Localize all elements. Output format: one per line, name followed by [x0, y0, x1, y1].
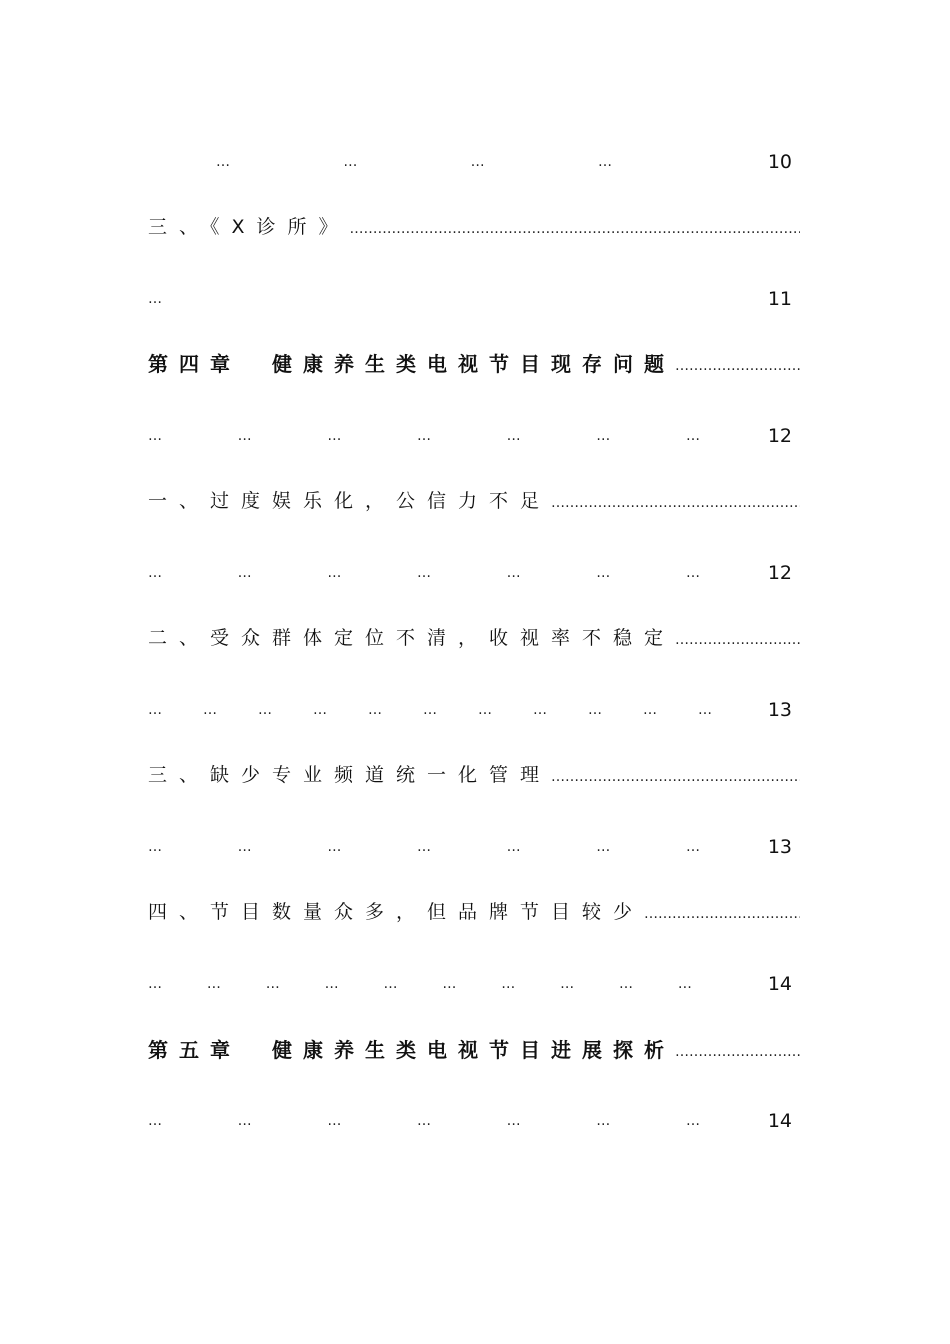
toc-continuation-line — [148, 416, 800, 456]
page-number[interactable]: 12 — [767, 562, 792, 584]
page-number[interactable]: 13 — [767, 699, 792, 721]
leader-dot: … — [148, 976, 162, 992]
leader-dot: … — [206, 976, 221, 992]
leader-dot: … — [596, 839, 611, 855]
toc-continuation-line — [148, 690, 800, 730]
entry-title: 一、过度娱乐化，公信力不足 — [148, 489, 552, 512]
leader-dot: … — [442, 976, 457, 992]
leader-dot: … — [560, 976, 575, 992]
toc-continuation-line — [148, 1101, 800, 1141]
leader-dot: … — [237, 565, 252, 581]
leader-dot: … — [478, 702, 492, 718]
page-number[interactable]: 11 — [767, 288, 792, 310]
leader-dots — [551, 769, 800, 793]
page-number[interactable]: 14 — [767, 1110, 792, 1132]
leader-dot: … — [148, 565, 162, 581]
toc-entry-x-clinic[interactable] — [148, 205, 800, 245]
leader-dots — [644, 906, 800, 930]
leader-dot: … — [216, 154, 230, 170]
leader-dot: … — [237, 839, 252, 855]
leader-dot: … — [677, 976, 692, 992]
leader-dots — [148, 154, 760, 170]
leader-dot: … — [506, 1113, 521, 1129]
toc-continuation-line — [148, 553, 800, 593]
leader-dot: … — [619, 976, 633, 992]
leader-dot: … — [258, 702, 272, 718]
toc-continuation-line — [148, 964, 800, 1004]
toc-chapter-4[interactable] — [148, 342, 800, 382]
leader-dot: … — [533, 702, 547, 718]
leader-dot: … — [596, 1113, 611, 1129]
leader-dot: … — [148, 839, 162, 855]
leader-dots — [148, 428, 760, 444]
leader-dot: … — [501, 976, 516, 992]
leader-dot: … — [368, 702, 382, 718]
leader-dots — [148, 1113, 760, 1129]
leader-dot: … — [685, 565, 700, 581]
leader-dot: … — [685, 839, 700, 855]
leader-dots — [551, 495, 800, 519]
toc-chapter-5[interactable] — [148, 1028, 800, 1068]
leader-dot: … — [685, 428, 700, 444]
leader-dot: … — [506, 839, 521, 855]
leader-dot: … — [148, 428, 162, 444]
leader-dot: … — [506, 428, 521, 444]
leader-dot: … — [237, 1113, 252, 1129]
leader-dot: … — [470, 154, 485, 170]
leader-dot: … — [596, 565, 611, 581]
entry-title: 三、缺少专业频道统一化管理 — [148, 763, 552, 786]
entry-title: 三、《X诊所》 — [148, 215, 350, 238]
leader-dots — [675, 358, 800, 382]
toc-entry-brand-programs[interactable] — [148, 890, 800, 930]
leader-dots — [148, 702, 760, 718]
leader-dot: … — [313, 702, 327, 718]
leader-dot: … — [416, 428, 431, 444]
entry-title: 四、节目数量众多，但品牌节目较少 — [148, 900, 645, 923]
page-number[interactable]: 12 — [767, 425, 792, 447]
leader-dot: … — [343, 154, 358, 170]
leader-dot: … — [416, 1113, 431, 1129]
page-number[interactable]: 13 — [767, 836, 792, 858]
toc-entry-over-entertainment[interactable] — [148, 479, 800, 519]
page-number[interactable]: 14 — [767, 973, 792, 995]
leader-dots — [675, 1044, 800, 1068]
toc-continuation-line — [148, 142, 800, 182]
leader-dots — [148, 291, 760, 307]
leader-dot: … — [596, 428, 611, 444]
leader-dot: … — [237, 428, 252, 444]
toc-continuation-line — [148, 279, 800, 319]
leader-dot: … — [327, 565, 342, 581]
leader-dots — [350, 221, 800, 245]
leader-dots — [148, 565, 760, 581]
leader-dots — [148, 976, 760, 992]
leader-dots — [675, 632, 800, 656]
page-number[interactable]: 10 — [767, 151, 792, 173]
leader-dot: … — [327, 428, 342, 444]
leader-dot: … — [383, 976, 398, 992]
leader-dot: … — [588, 702, 602, 718]
leader-dot: … — [148, 1113, 162, 1129]
leader-dot: … — [148, 291, 162, 307]
leader-dot: … — [203, 702, 217, 718]
leader-dot: … — [423, 702, 437, 718]
leader-dot: … — [416, 565, 431, 581]
leader-dot: … — [327, 839, 342, 855]
leader-dot: … — [506, 565, 521, 581]
leader-dot: … — [416, 839, 431, 855]
leader-dot: … — [643, 702, 657, 718]
leader-dot: … — [698, 702, 712, 718]
leader-dot: … — [685, 1113, 700, 1129]
entry-title: 二、受众群体定位不清，收视率不稳定 — [148, 626, 676, 649]
toc-continuation-line — [148, 827, 800, 867]
leader-dot: … — [597, 154, 612, 170]
leader-dots — [148, 839, 760, 855]
leader-dot: … — [265, 976, 280, 992]
chapter-title: 第五章 健康养生类电视节目进展探析 — [148, 1037, 675, 1062]
leader-dot: … — [148, 702, 162, 718]
chapter-title: 第四章 健康养生类电视节目现存问题 — [148, 351, 675, 376]
toc-entry-audience-positioning[interactable] — [148, 616, 800, 656]
leader-dot: … — [327, 1113, 342, 1129]
leader-dot: … — [324, 976, 339, 992]
toc-entry-channel-management[interactable] — [148, 753, 800, 793]
